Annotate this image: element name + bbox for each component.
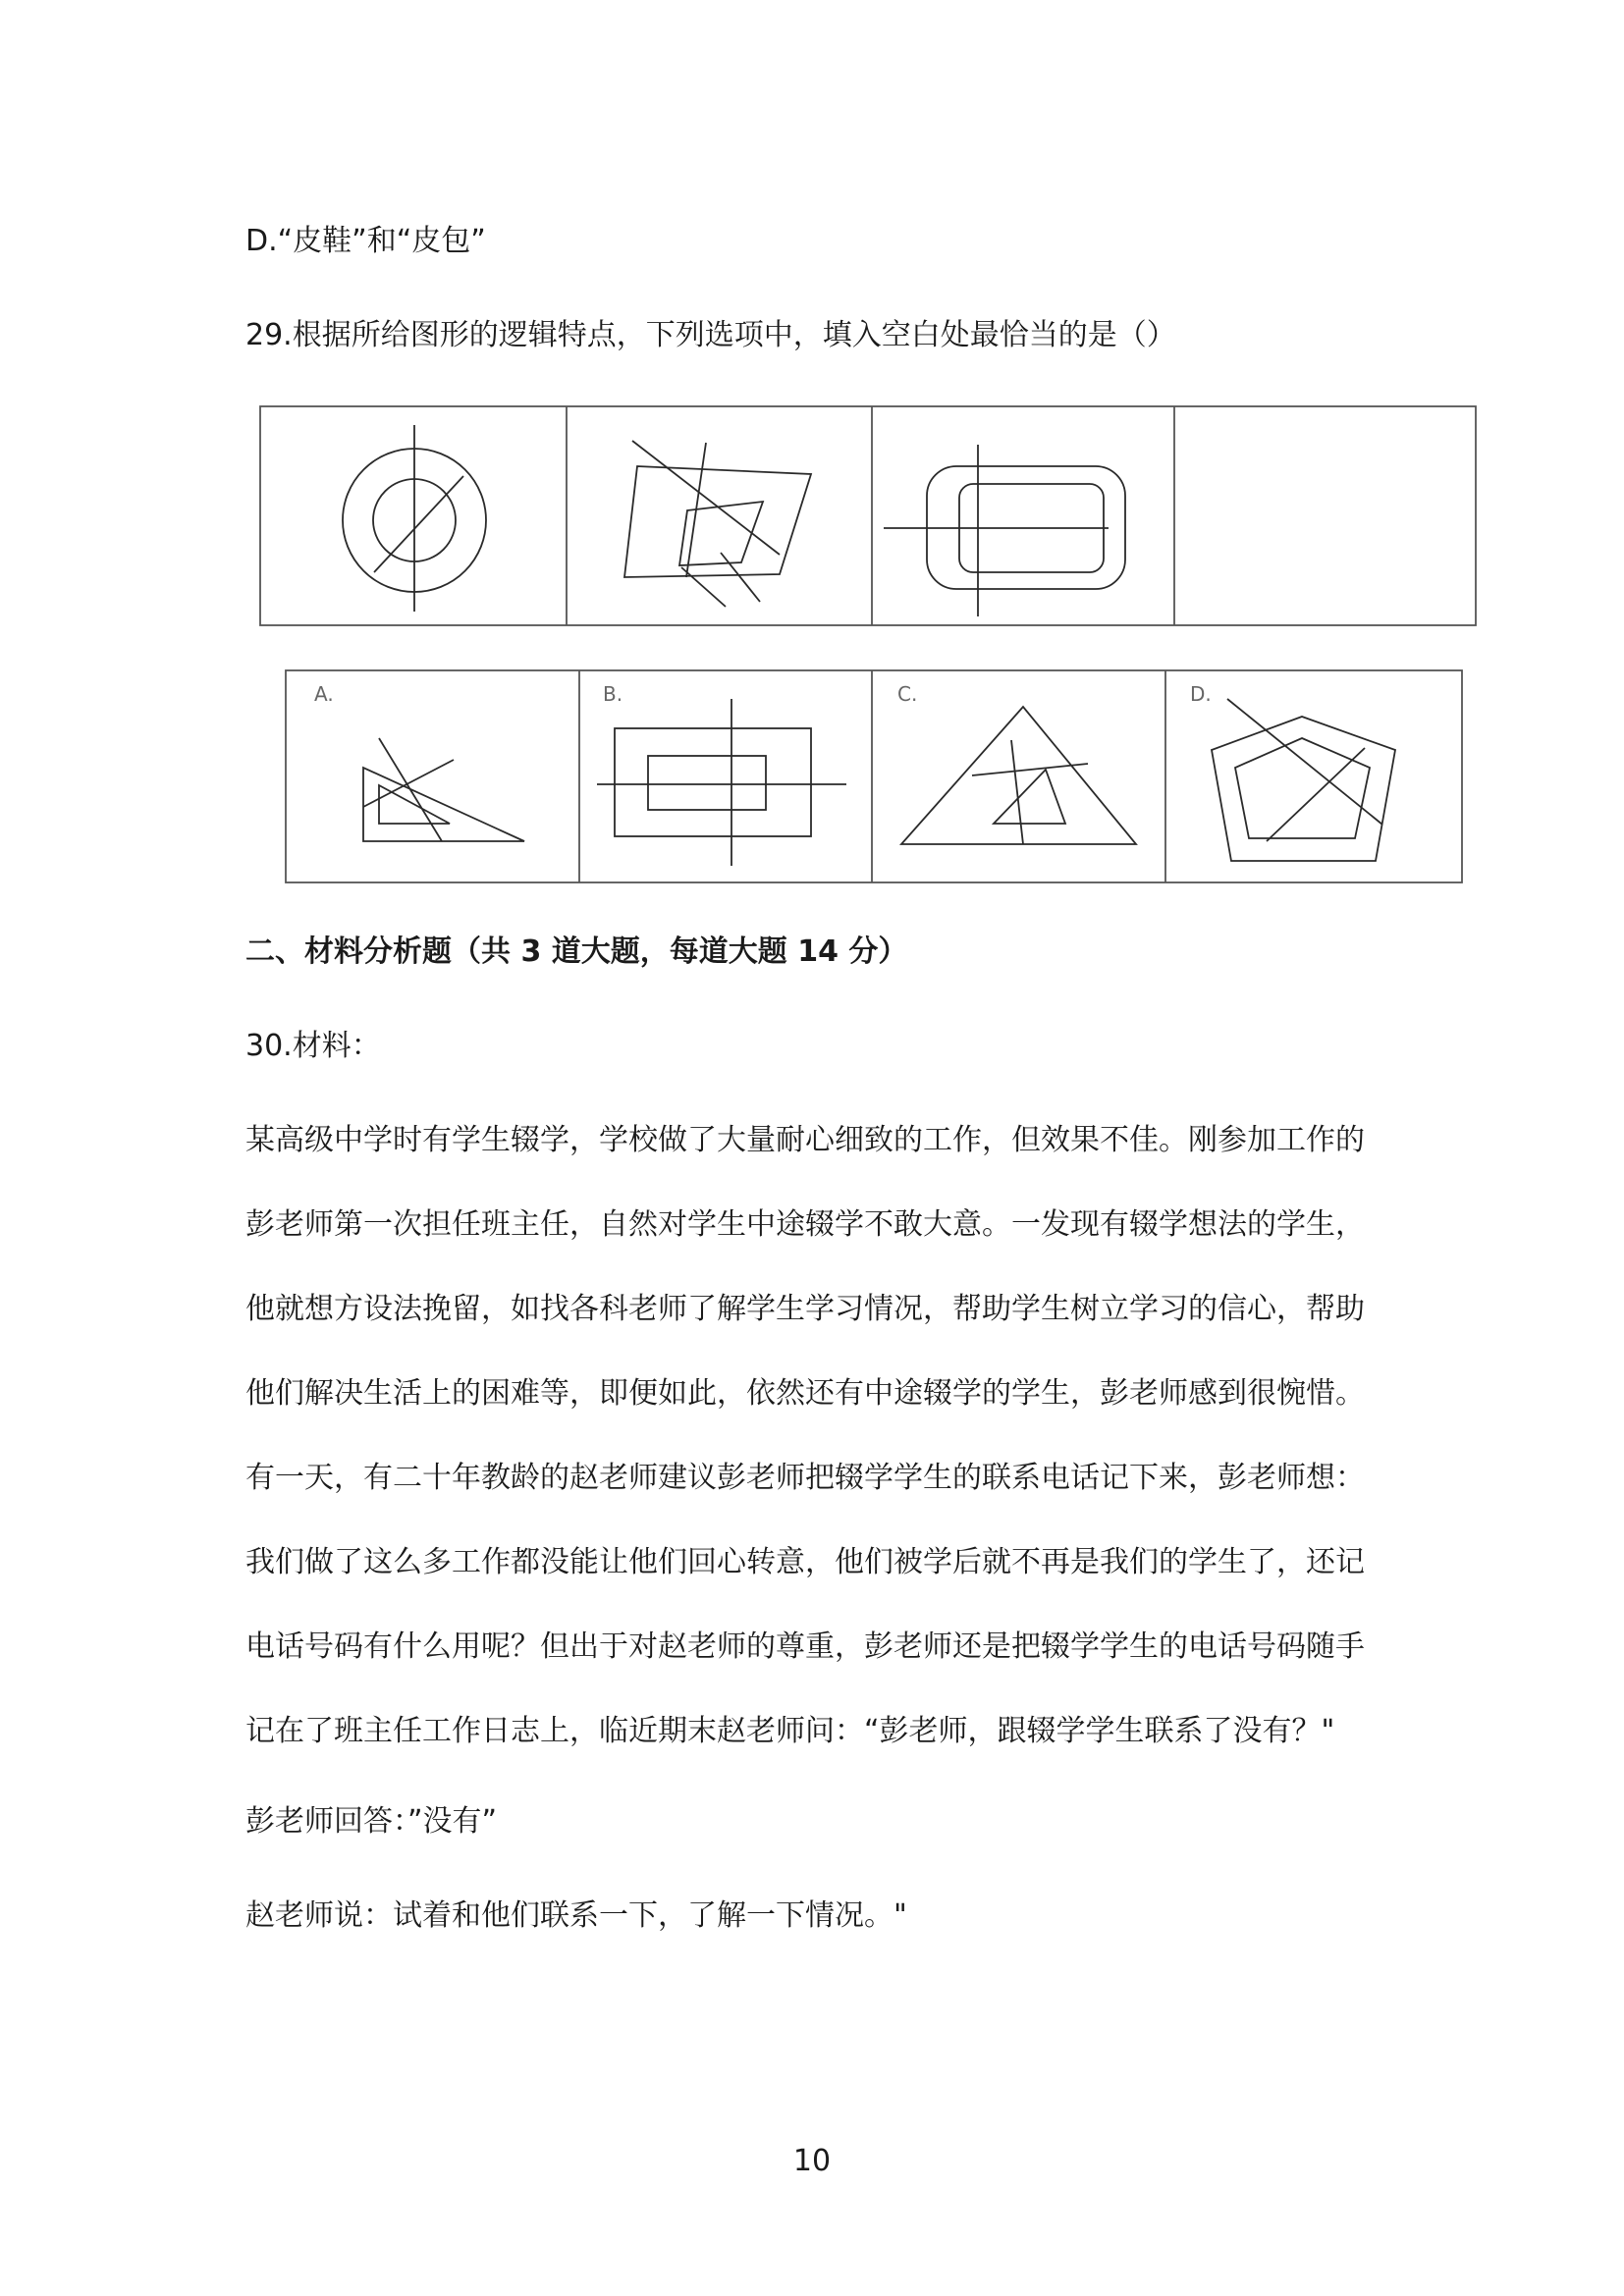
- paragraph-line: 电话号码有什么用呢？但出于对赵老师的尊重，彭老师还是把辍学学生的电话号码随手: [245, 1629, 1365, 1664]
- paragraph-line: 我们做了这么多工作都没能让他们回心转意，他们被学后就不再是我们的学生了，还记: [245, 1545, 1365, 1579]
- paragraph-line: 赵老师说：试着和他们联系一下，了解一下情况。": [245, 1898, 907, 1933]
- option-b[interactable]: [597, 682, 846, 866]
- option-a[interactable]: [314, 682, 524, 841]
- page-number: 10: [792, 2144, 832, 2178]
- paragraph-line: 他们解决生活上的困难等，即便如此，依然还有中途辍学的学生，彭老师感到很惋惜。: [245, 1376, 1365, 1411]
- question-30-label: 30.材料：: [245, 1029, 381, 1063]
- paragraph-line: 彭老师第一次担任班主任，自然对学生中途辍学不敢大意。一发现有辍学想法的学生，: [245, 1207, 1365, 1242]
- panel-1-concentric-circles: [343, 425, 486, 612]
- option-c-label: C.: [897, 682, 918, 706]
- question-figure: [259, 405, 1477, 626]
- paragraph-line: 他就想方设法挽留，如找各科老师了解学生学习情况，帮助学生树立学习的信心，帮助: [245, 1292, 1365, 1326]
- paragraph-line: 有一天，有二十年教龄的赵老师建议彭老师把辍学学生的联系电话记下来，彭老师想：: [245, 1461, 1365, 1495]
- option-a-label: A.: [314, 682, 334, 706]
- panel-2-quadrilaterals: [624, 441, 811, 607]
- section-heading: 二、材料分析题（共 3 道大题，每道大题 14 分）: [245, 934, 908, 969]
- paragraph-line: 彭老师回答：”没有”: [245, 1804, 498, 1839]
- question-29-stem: 29.根据所给图形的逻辑特点，下列选项中，填入空白处最恰当的是（）: [245, 318, 1176, 352]
- panel-3-rounded-rectangles: [884, 445, 1125, 616]
- option-c[interactable]: [897, 682, 1136, 844]
- answer-options-figure: [285, 669, 1463, 883]
- option-d-label: D.: [1190, 682, 1212, 706]
- option-d-previous-question: D.“皮鞋”和“皮包”: [245, 224, 486, 258]
- paragraph-line: 记在了班主任工作日志上，临近期末赵老师问：“彭老师，跟辍学学生联系了没有？": [245, 1714, 1335, 1748]
- option-b-label: B.: [603, 682, 623, 706]
- paragraph-line: 某高级中学时有学生辍学，学校做了大量耐心细致的工作，但效果不佳。刚参加工作的: [245, 1123, 1365, 1157]
- option-d[interactable]: [1190, 682, 1395, 861]
